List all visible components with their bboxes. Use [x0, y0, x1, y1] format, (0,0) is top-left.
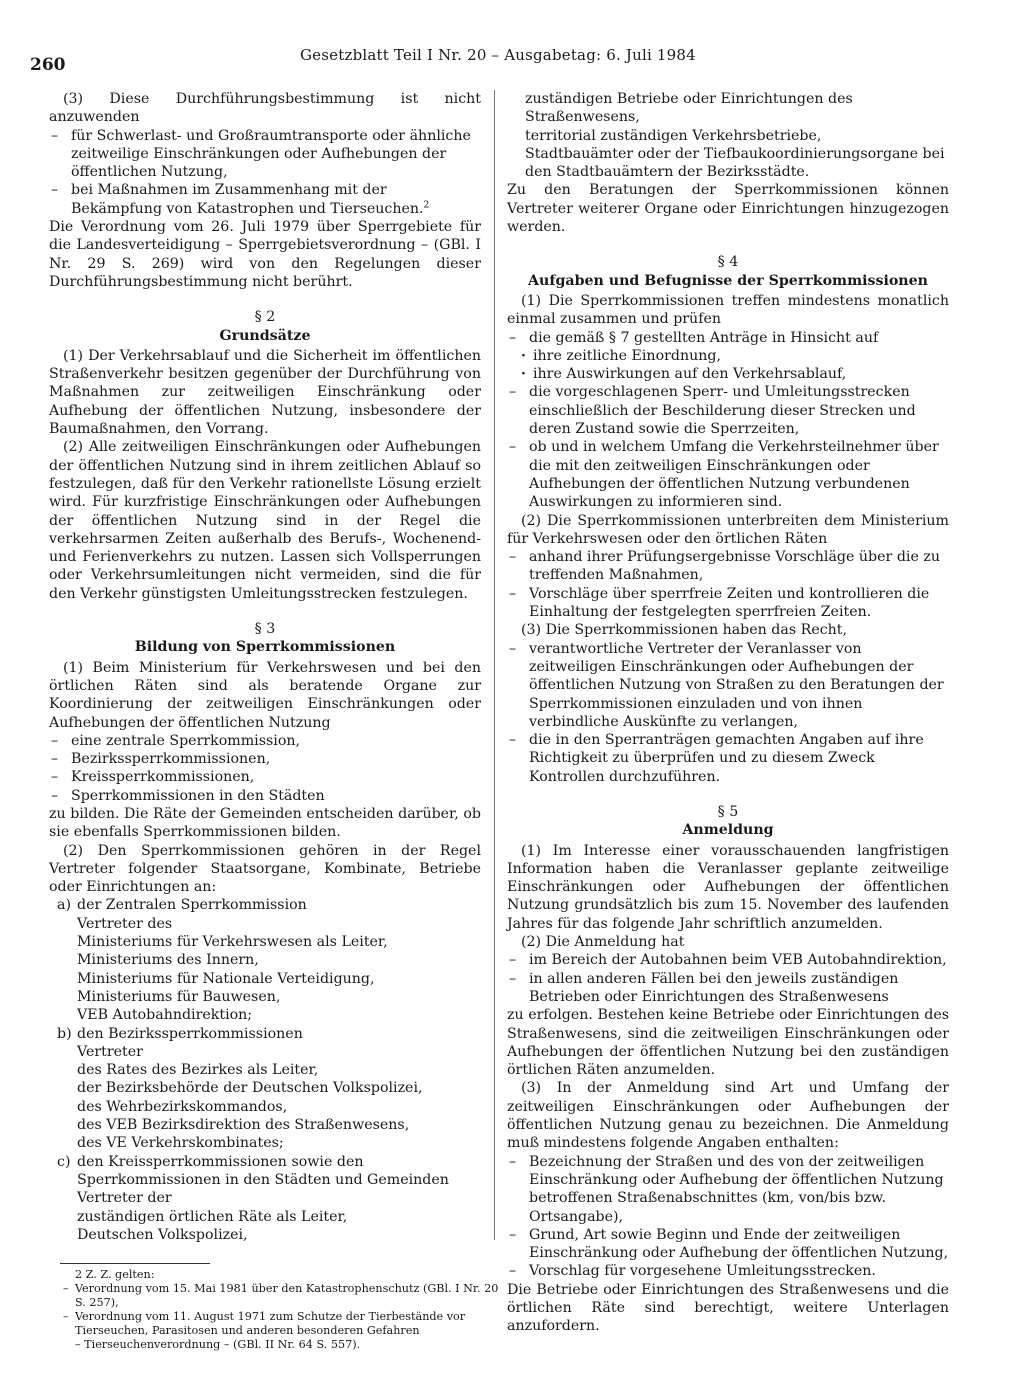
- s1-p3-intro: (3) Diese Durchführungsbestimmung ist nicht anzuwenden: [49, 91, 481, 126]
- list-item: – Sperrkommissionen in den Städten: [49, 787, 481, 805]
- enum-title: den Kreissperrkommissionen sowie den Sperrkommissionen in den Städten und Gemeinden: [77, 1153, 449, 1188]
- enum-marker: c): [57, 1153, 71, 1170]
- enum-line: des Wehrbezirkskommandos,: [77, 1098, 288, 1115]
- list-item: – Vorschläge über sperrfreie Zeiten und kontrollieren die Einhaltung der festgelegten sperrfreien Zeiten.: [507, 585, 949, 622]
- footnote-divider: [60, 1263, 210, 1264]
- list-item: – die in den Sperranträgen gemachten Angaben auf ihre Richtigkeit zu überprüfen und zu diesem Zweck Kontrollen durchzuführen.: [507, 731, 949, 786]
- continued-line: zuständigen Betriebe oder Einrichtungen des Straßenwesens,: [525, 91, 853, 126]
- enum-item-a: [49, 896, 481, 1024]
- footnote-item: – Verordnung vom 15. Mai 1981 über den Katastrophenschutz (GBl. I Nr. 20 S. 257),: [63, 1282, 503, 1310]
- section-heading: Grundsätze: [219, 327, 311, 344]
- paragraph: (2) Den Sperrkommissionen gehören in der Regel Vertreter folgender Staatsorgane, Kombinate, Betriebe oder Einrichtungen an:: [49, 842, 481, 896]
- list-item: – in allen anderen Fällen bei den jeweils zuständigen Betrieben oder Einrichtungen des Straßenwesens: [507, 970, 949, 1007]
- continued-line: Stadtbauämter oder der Tiefbaukoordinierungsorgane bei den Stadtbauämtern der Bezirksstädte.: [525, 145, 945, 181]
- footnote-item: – Verordnung vom 11. August 1971 zum Schutze der Tierbestände vor Tierseuchen, Parasitosen und anderen besonderen Gefahren: [63, 1310, 503, 1338]
- enum-marker: a): [57, 897, 71, 914]
- enum-line: Vertreter: [77, 1043, 143, 1060]
- paragraph: (1) Beim Ministerium für Verkehrswesen und bei den örtlichen Räten sind als beratende Organe zur Koordinierung der zeitweiligen Einschränkungen oder Aufhebungen der öffentlichen Nutzung: [49, 659, 481, 731]
- section-heading: Aufgaben und Befugnisse der Sperrkommissionen: [528, 272, 928, 289]
- enum-line: des Rates des Bezirkes als Leiter,: [77, 1062, 319, 1079]
- enum-line: VEB Autobahndirektion;: [77, 1007, 253, 1024]
- footnotes: [63, 1268, 503, 1352]
- column-divider: [494, 90, 495, 1240]
- sub-list-item: · ihre Auswirkungen auf den Verkehrsablauf,: [507, 365, 949, 383]
- enum-line: Ministeriums für Verkehrswesen als Leiter,: [77, 934, 388, 951]
- footnote-label: 2 Z. Z. gelten:: [75, 1268, 155, 1281]
- paragraph: (3) Die Sperrkommissionen haben das Recht,: [521, 622, 848, 639]
- list-item: – anhand ihrer Prüfungsergebnisse Vorschläge über die zu treffenden Maßnahmen,: [507, 548, 949, 585]
- section-number: § 4: [717, 254, 739, 271]
- paragraph: Die Betriebe oder Einrichtungen des Straßenwesens und die örtlichen Räte sind berechtigt, weitere Unterlagen anzufordern.: [507, 1281, 949, 1335]
- enum-line: der Bezirksbehörde der Deutschen Volkspolizei,: [77, 1080, 423, 1097]
- list-item: – Kreissperrkommissionen,: [49, 768, 481, 786]
- enum-line: Vertreter der: [77, 1190, 172, 1207]
- enum-line: des VEB Bezirksdirektion des Straßenwesens,: [77, 1117, 410, 1134]
- list-item: – Bezeichnung der Straßen und des von der zeitweiligen Einschränkung oder Aufhebung der öffentlichen Nutzung betroffenen Straßenabschnittes (km, von/bis bzw. Ortsangabe),: [507, 1153, 949, 1226]
- continued-line: territorial zuständigen Verkehrsbetriebe,: [525, 127, 822, 144]
- list-item-text: bei Maßnahmen im Zusammenhang mit der Bekämpfung von Katastrophen und Tierseuchen.: [71, 182, 424, 217]
- section-number: § 5: [717, 803, 739, 820]
- list-item: – die vorgeschlagenen Sperr- und Umleitungsstrecken einschließlich der Beschilderung dieser Strecken und deren Zustand sowie die Sperrzeiten,: [507, 383, 949, 438]
- paragraph: (2) Die Anmeldung hat: [521, 934, 685, 951]
- paragraph: (2) Die Sperrkommissionen unterbreiten dem Ministerium für Verkehrswesen oder den örtlichen Räten: [507, 512, 949, 547]
- enum-line: Ministeriums des Innern,: [77, 952, 259, 969]
- enum-line: Vertreter des: [77, 915, 173, 932]
- paragraph: (1) Der Verkehrsablauf und die Sicherheit im öffentlichen Straßenverkehr besitzen gegenüber der Durchführung von Maßnahmen zur zeitweiligen Einschränkung oder Aufhebung der öffentlichen Nutzung, insbesondere der Baumaßnahmen, den Vorrang.: [49, 347, 481, 438]
- paragraph: Zu den Beratungen der Sperrkommissionen können Vertreter weiterer Organe oder Einrichtungen hinzugezogen werden.: [507, 182, 949, 236]
- paragraph: Die Verordnung vom 26. Juli 1979 über Sperrgebiete für die Landesverteidigung – Sperrgebietsverordnung – (GBl. I Nr. 29 S. 269) wird von den Regelungen dieser Durchführungsbestimmung nicht berührt.: [49, 219, 481, 290]
- list-item: – eine zentrale Sperrkommission,: [49, 732, 481, 750]
- running-head: Gesetzblatt Teil I Nr. 20 – Ausgabetag: 6. Juli 1984: [300, 46, 696, 64]
- list-item: – Vorschlag für vorgesehene Umleitungsstrecken.: [507, 1262, 949, 1280]
- paragraph: (2) Alle zeitweiligen Einschränkungen oder Aufhebungen der öffentlichen Nutzung sind in ihrem zeitlichen Ablauf so festzulegen, daß für den Verkehr rationellste Lösung erzielt wird. Für kurzfristige Einschränkungen oder Aufhebungen der öffentlichen Nutzung sind in der Regel die verkehrsarmen Zeiten außerhalb des Berufs-, Wochenend- und Ferienverkehrs zu nutzen. Lassen sich Vollsperrungen oder Verkehrsumleitungen nicht vermeiden, sind die für den Verkehr günstigsten Umleitungsstrecken festzulegen.: [49, 439, 481, 602]
- section-heading: Anmeldung: [682, 822, 774, 839]
- sub-list-item: · ihre zeitliche Einordnung,: [507, 347, 949, 365]
- paragraph: (1) Die Sperrkommissionen treffen mindestens monatlich einmal zusammen und prüfen: [507, 292, 949, 328]
- section-number: § 2: [254, 309, 276, 326]
- paragraph: zu bilden. Die Räte der Gemeinden entscheiden darüber, ob sie ebenfalls Sperrkommissionen bilden.: [49, 805, 481, 841]
- right-column: [507, 90, 949, 1336]
- section-heading: Bildung von Sperrkommissionen: [134, 639, 396, 656]
- list-item: – Bezirkssperrkommissionen,: [49, 750, 481, 768]
- paragraph: (1) Im Interesse einer vorausschauenden langfristigen Information haben die Veranlasser geplante zeitweilige Einschränkungen oder Aufhebungen der öffentlichen Nutzung grundsätzlich bis zum 15. November des laufenden Jahres für das folgende Jahr schriftlich anzumelden.: [507, 842, 949, 932]
- enum-line: des VE Verkehrskombinates;: [77, 1135, 284, 1152]
- list-item: – verantwortliche Vertreter der Veranlasser von zeitweiligen Einschränkungen oder Aufhebungen der öffentlichen Nutzung von Straßen zu den Beratungen der Sperrkommissionen einzuladen und von ihnen verbindliche Auskünfte zu verlangen,: [507, 640, 949, 731]
- list-item: – ob und in welchem Umfang die Verkehrsteilnehmer über die mit den zeitweiligen Einschränkungen oder Aufhebungen der öffentlichen Nutzung verbundenen Auswirkungen zu informieren sind.: [507, 438, 949, 511]
- paragraph: zu erfolgen. Bestehen keine Betriebe oder Einrichtungen des Straßenwesens, sind die zeitweiligen Einschränkungen oder Aufhebungen der öffentlichen Nutzung bei den zuständigen örtlichen Räten anzumelden.: [507, 1007, 949, 1079]
- enum-line: zuständigen örtlichen Räte als Leiter,: [77, 1208, 348, 1225]
- list-item: – die gemäß § 7 gestellten Anträge in Hinsicht auf: [507, 329, 949, 347]
- list-item: – für Schwerlast- und Großraumtransporte oder ähnliche zeitweilige Einschränkungen oder Aufhebungen der öffentlichen Nutzung,: [49, 127, 481, 182]
- list-item: – Grund, Art sowie Beginn und Ende der zeitweiligen Einschränkung oder Aufhebung der öffentlichen Nutzung,: [507, 1226, 949, 1263]
- enum-item-b: [49, 1025, 481, 1153]
- list-item: [49, 181, 481, 218]
- enum-marker: b): [57, 1025, 72, 1042]
- enum-title: der Zentralen Sperrkommission: [77, 897, 307, 914]
- footnote-ref: 2: [423, 200, 430, 211]
- enum-title: den Bezirkssperrkommissionen: [77, 1025, 303, 1042]
- list-item: – im Bereich der Autobahnen beim VEB Autobahndirektion,: [507, 951, 949, 969]
- page-number: 260: [30, 55, 66, 75]
- paragraph: (3) In der Anmeldung sind Art und Umfang der zeitweiligen Einschränkungen oder Aufhebungen der öffentlichen Nutzung genau zu bezeichnen. Die Anmeldung muß mindestens folgende Angaben enthalten:: [507, 1080, 949, 1152]
- enum-line: Ministeriums für Nationale Verteidigung,: [77, 970, 375, 987]
- left-column: [49, 90, 481, 1244]
- enum-item-c: [49, 1153, 481, 1244]
- enum-line: Deutschen Volkspolizei,: [77, 1226, 248, 1243]
- enum-line: Ministeriums für Bauwesen,: [77, 988, 281, 1005]
- footnote-item-end: – Tierseuchenverordnung – (GBl. II Nr. 64 S. 557).: [75, 1338, 361, 1351]
- section-number: § 3: [254, 621, 276, 638]
